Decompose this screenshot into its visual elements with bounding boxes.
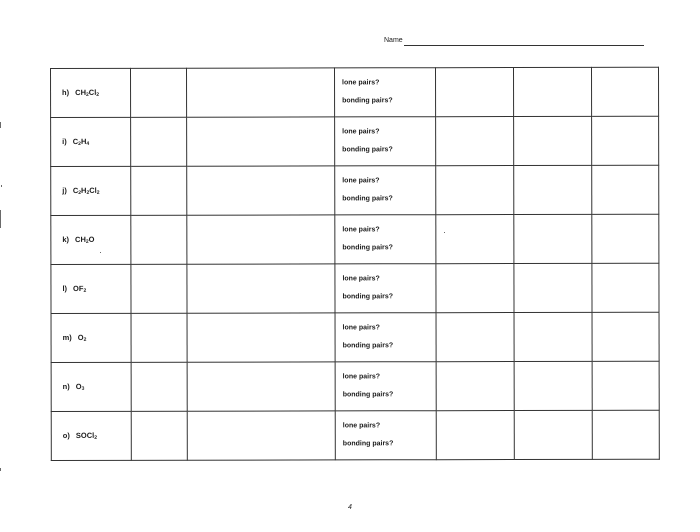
chemical-formula xyxy=(76,431,97,440)
answer-cell xyxy=(131,68,187,117)
compound-cell xyxy=(51,264,131,313)
lone-pairs-label: lone pairs? xyxy=(342,79,380,87)
pairs-prompt-cell xyxy=(335,264,436,313)
answer-cell xyxy=(187,411,335,460)
answer-cell xyxy=(131,264,187,313)
compound-cell xyxy=(51,166,131,215)
formula-part: CH xyxy=(75,87,86,97)
pairs-prompt-cell xyxy=(335,362,436,411)
pairs-prompt-cell xyxy=(335,166,436,215)
answer-cell xyxy=(514,410,592,459)
formula-subscript: 2 xyxy=(78,140,81,147)
item-letter: m) xyxy=(62,332,72,342)
item-letter: l) xyxy=(62,283,68,293)
table-row xyxy=(51,263,659,313)
name-field xyxy=(384,36,646,48)
formula-part: O xyxy=(75,381,82,391)
compound-cell xyxy=(51,68,131,117)
item-letter: k) xyxy=(62,234,70,244)
answer-cell xyxy=(592,214,659,263)
answer-cell xyxy=(131,313,187,362)
chemical-formula xyxy=(73,137,89,146)
table-row xyxy=(51,361,659,411)
answer-cell xyxy=(436,166,514,215)
scan-mark xyxy=(100,252,101,253)
chemical-formula xyxy=(78,333,87,342)
item-letter: n) xyxy=(62,381,70,391)
answer-cell xyxy=(187,264,335,313)
lone-pairs-label: lone pairs? xyxy=(342,275,380,283)
answer-cell xyxy=(514,67,592,116)
item-letter: j) xyxy=(62,185,67,195)
answer-cell xyxy=(592,116,659,165)
worksheet-table xyxy=(50,67,660,461)
pairs-prompt-cell xyxy=(335,313,436,362)
formula-subscript: 2 xyxy=(94,434,97,441)
name-line xyxy=(404,45,644,46)
bonding-pairs-label: bonding pairs? xyxy=(342,342,394,350)
formula-subscript: 2 xyxy=(85,238,89,245)
page-number: 4 xyxy=(348,504,352,511)
answer-cell xyxy=(131,215,187,264)
bonding-pairs-label: bonding pairs? xyxy=(342,97,393,105)
answer-cell xyxy=(436,264,514,313)
table-row xyxy=(51,67,659,117)
answer-cell xyxy=(436,411,514,460)
scan-mark xyxy=(0,122,1,128)
formula-part: Cl xyxy=(89,185,97,195)
compound-cell xyxy=(51,362,131,411)
bonding-pairs-label: bonding pairs? xyxy=(342,440,394,448)
formula-part: H xyxy=(81,185,87,195)
answer-cell xyxy=(187,117,335,166)
answer-cell xyxy=(131,411,187,460)
answer-cell xyxy=(592,165,659,214)
lone-pairs-label: lone pairs? xyxy=(342,422,381,430)
answer-cell xyxy=(187,313,335,362)
answer-cell xyxy=(514,361,592,410)
answer-cell xyxy=(436,362,514,411)
pairs-prompt-cell xyxy=(335,117,436,166)
compound-cell xyxy=(51,313,131,362)
formula-part: O xyxy=(88,234,95,244)
answer-cell xyxy=(514,263,592,312)
compound-cell xyxy=(51,117,131,166)
answer-cell xyxy=(514,312,592,361)
pairs-prompt-cell xyxy=(335,411,436,460)
formula-part: O xyxy=(77,332,84,342)
answer-cell xyxy=(187,166,335,215)
name-label: Name xyxy=(384,37,403,44)
answer-cell xyxy=(514,165,592,214)
item-letter: h) xyxy=(62,87,70,97)
lone-pairs-label: lone pairs? xyxy=(342,373,380,381)
bonding-pairs-label: bonding pairs? xyxy=(342,293,394,301)
bonding-pairs-label: bonding pairs? xyxy=(342,391,394,399)
answer-cell xyxy=(592,410,659,459)
chemical-formula xyxy=(73,186,100,195)
scan-mark xyxy=(0,210,1,228)
formula-part: Cl xyxy=(88,87,97,97)
table-row xyxy=(51,410,659,460)
answer-cell xyxy=(514,214,592,263)
answer-cell xyxy=(592,361,659,410)
chemical-formula xyxy=(76,382,85,391)
formula-subscript: 2 xyxy=(83,336,87,343)
formula-part: C xyxy=(72,185,79,195)
answer-cell xyxy=(131,166,187,215)
answer-cell xyxy=(591,67,658,116)
bonding-pairs-label: bonding pairs? xyxy=(342,244,393,252)
bonding-pairs-label: bonding pairs? xyxy=(342,195,393,203)
lone-pairs-label: lone pairs? xyxy=(342,177,380,185)
bonding-pairs-label: bonding pairs? xyxy=(342,146,393,154)
chemical-formula xyxy=(75,235,94,244)
formula-subscript: 2 xyxy=(86,189,90,196)
answer-cell xyxy=(436,117,514,166)
answer-cell xyxy=(436,313,514,362)
lone-pairs-label: lone pairs? xyxy=(342,226,380,234)
compound-cell xyxy=(51,215,131,264)
answer-cell xyxy=(187,68,335,117)
formula-subscript: 4 xyxy=(86,140,90,147)
answer-cell xyxy=(514,116,592,165)
table-row xyxy=(51,312,659,362)
lone-pairs-label: lone pairs? xyxy=(342,128,380,136)
answer-cell xyxy=(187,215,335,264)
answer-cell xyxy=(592,263,659,312)
answer-cell xyxy=(187,362,335,411)
formula-part: H xyxy=(80,136,87,146)
table-row xyxy=(51,165,659,215)
pairs-prompt-cell xyxy=(335,215,436,264)
formula-part: SOCl xyxy=(75,430,95,440)
formula-subscript: 3 xyxy=(81,385,85,392)
answer-cell xyxy=(436,215,514,264)
lone-pairs-label: lone pairs? xyxy=(342,324,380,332)
scan-mark xyxy=(444,232,445,233)
answer-cell xyxy=(592,312,659,361)
formula-part: OF xyxy=(73,283,84,293)
table-row xyxy=(51,116,659,166)
chemical-formula xyxy=(73,284,86,293)
formula-part: CH xyxy=(75,234,86,244)
formula-subscript: 2 xyxy=(96,91,100,98)
item-letter: o) xyxy=(62,430,70,440)
formula-part: C xyxy=(72,136,79,146)
compound-cell xyxy=(51,411,131,460)
answer-cell xyxy=(131,117,187,166)
formula-subscript: 2 xyxy=(78,189,82,196)
chemical-formula xyxy=(75,88,99,97)
scan-mark xyxy=(1,185,2,187)
formula-subscript: 2 xyxy=(96,189,100,196)
formula-subscript: 2 xyxy=(83,287,87,294)
pairs-prompt-cell xyxy=(335,68,436,117)
scan-mark xyxy=(0,468,1,471)
answer-cell xyxy=(131,362,187,411)
answer-cell xyxy=(436,68,514,117)
table-row xyxy=(51,214,659,264)
item-letter: i) xyxy=(62,136,67,146)
formula-subscript: 2 xyxy=(85,91,89,98)
